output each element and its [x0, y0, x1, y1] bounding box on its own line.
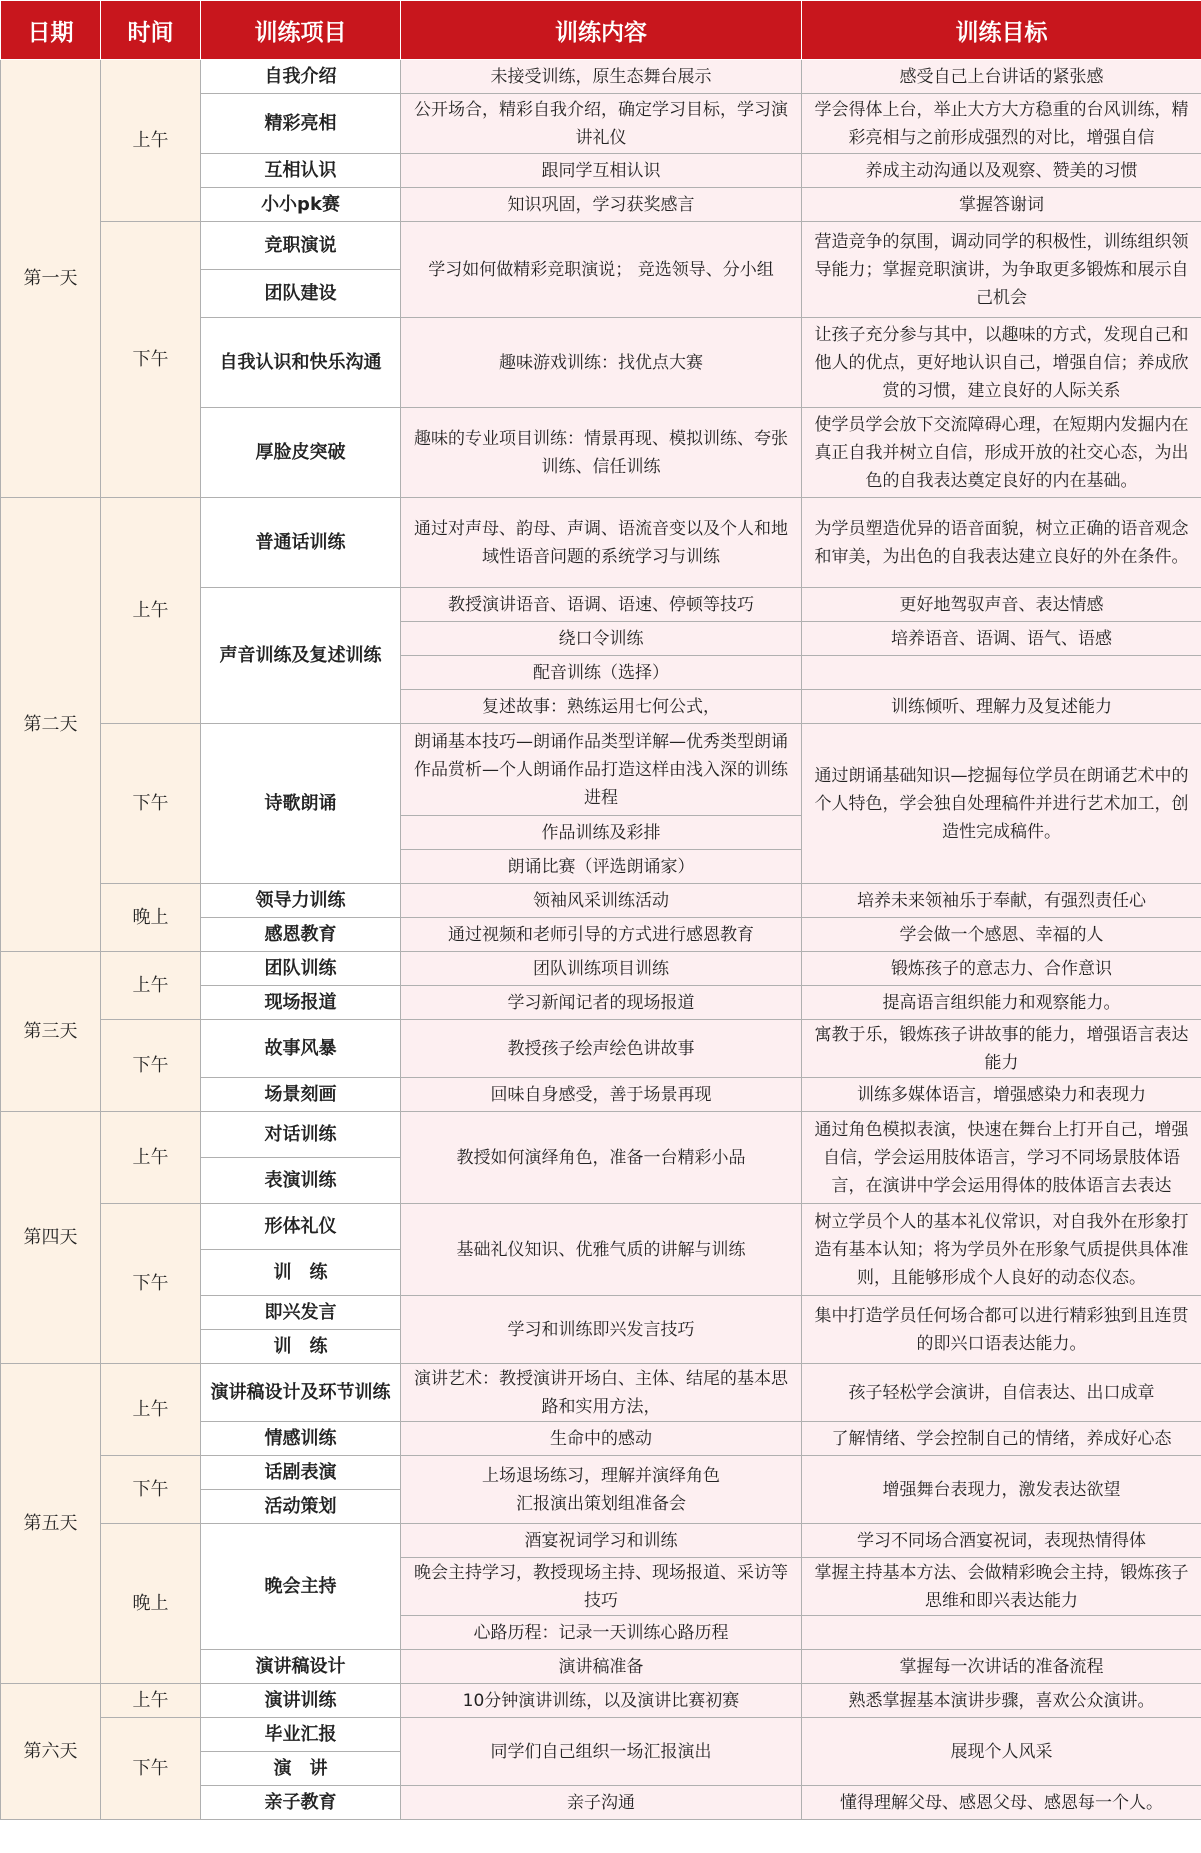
goal-cell: 养成主动沟通以及观察、赞美的习惯 [802, 154, 1201, 188]
time-cell: 上午 [101, 60, 201, 222]
goal-cell: 了解情绪、学会控制自己的情绪，养成好心态 [802, 1422, 1201, 1456]
table-row [1, 1718, 1201, 1752]
item-cell: 即兴发言 [201, 1296, 401, 1330]
item-cell: 声音训练及复述训练 [201, 588, 401, 724]
content-cell: 朗诵基本技巧—朗诵作品类型详解—优秀类型朗诵作品赏析—个人朗诵作品打造这样由浅入深的训练进程 [401, 724, 802, 816]
day-cell: 第五天 [1, 1364, 101, 1684]
goal-cell: 孩子轻松学会演讲，自信表达、出口成章 [802, 1364, 1201, 1422]
item-cell: 对话训练 [201, 1112, 401, 1158]
content-cell: 10分钟演讲训练，以及演讲比赛初赛 [401, 1684, 802, 1718]
goal-cell: 掌握每一次讲话的准备流程 [802, 1650, 1201, 1684]
content-cell: 回味自身感受，善于场景再现 [401, 1078, 802, 1112]
item-cell: 演讲训练 [201, 1684, 401, 1718]
goal-cell [802, 1616, 1201, 1650]
content-cell: 通过对声母、韵母、声调、语流音变以及个人和地域性语音问题的系统学习与训练 [401, 498, 802, 588]
goal-cell: 提高语言组织能力和观察能力。 [802, 986, 1201, 1020]
goal-cell: 通过角色模拟表演，快速在舞台上打开自己，增强自信，学会运用肢体语言，学习不同场景肢体语言，在演讲中学会运用得体的肢体语言去表达 [802, 1112, 1201, 1204]
content-cell: 领袖风采训练活动 [401, 884, 802, 918]
content-cell: 公开场合，精彩自我介绍，确定学习目标，学习演讲礼仪 [401, 94, 802, 154]
content-cell: 作品训练及彩排 [401, 816, 802, 850]
time-cell: 下午 [101, 1020, 201, 1112]
item-cell: 活动策划 [201, 1490, 401, 1524]
content-cell: 基础礼仪知识、优雅气质的讲解与训练 [401, 1204, 802, 1296]
content-cell: 通过视频和老师引导的方式进行感恩教育 [401, 918, 802, 952]
time-cell: 上午 [101, 1364, 201, 1456]
item-cell: 晚会主持 [201, 1524, 401, 1650]
content-cell: 未接受训练，原生态舞台展示 [401, 60, 802, 94]
goal-cell: 训练多媒体语言，增强感染力和表现力 [802, 1078, 1201, 1112]
header-item: 训练项目 [201, 1, 401, 60]
item-cell: 故事风暴 [201, 1020, 401, 1078]
item-cell: 现场报道 [201, 986, 401, 1020]
goal-cell: 熟悉掌握基本演讲步骤，喜欢公众演讲。 [802, 1684, 1201, 1718]
table-row [1, 60, 1201, 94]
table-row [1, 1456, 1201, 1490]
table-row [1, 1684, 1201, 1718]
content-cell: 趣味游戏训练：找优点大赛 [401, 318, 802, 408]
goal-cell: 懂得理解父母、感恩父母、感恩每一个人。 [802, 1786, 1201, 1820]
item-cell: 情感训练 [201, 1422, 401, 1456]
day-cell: 第三天 [1, 952, 101, 1112]
item-cell: 演讲稿设计及环节训练 [201, 1364, 401, 1422]
item-cell: 普通话训练 [201, 498, 401, 588]
item-cell: 形体礼仪 [201, 1204, 401, 1250]
day-cell: 第一天 [1, 60, 101, 498]
content-cell: 学习如何做精彩竞职演说； 竞选领导、分小组 [401, 222, 802, 318]
content-cell: 学习和训练即兴发言技巧 [401, 1296, 802, 1364]
content-cell: 同学们自己组织一场汇报演出 [401, 1718, 802, 1786]
table-row [1, 1524, 1201, 1558]
item-cell: 演 讲 [201, 1752, 401, 1786]
content-cell: 酒宴祝词学习和训练 [401, 1524, 802, 1558]
header-date: 日期 [1, 1, 101, 60]
content-cell: 晚会主持学习，教授现场主持、现场报道、采访等技巧 [401, 1558, 802, 1616]
content-cell: 跟同学互相认识 [401, 154, 802, 188]
item-cell: 自我认识和快乐沟通 [201, 318, 401, 408]
content-cell: 教授如何演绎角色，准备一台精彩小品 [401, 1112, 802, 1204]
item-cell: 领导力训练 [201, 884, 401, 918]
table-row [1, 1204, 1201, 1250]
time-cell: 晚上 [101, 1524, 201, 1684]
goal-cell [802, 656, 1201, 690]
goal-cell: 学会做一个感恩、幸福的人 [802, 918, 1201, 952]
item-cell: 毕业汇报 [201, 1718, 401, 1752]
goal-cell: 掌握答谢词 [802, 188, 1201, 222]
table-row [1, 1112, 1201, 1158]
item-cell: 话剧表演 [201, 1456, 401, 1490]
goal-cell: 培养语音、语调、语气、语感 [802, 622, 1201, 656]
time-cell: 下午 [101, 724, 201, 884]
item-cell: 亲子教育 [201, 1786, 401, 1820]
item-cell: 自我介绍 [201, 60, 401, 94]
time-cell: 上午 [101, 1112, 201, 1204]
header-row [1, 1, 1201, 60]
content-line: 上场退场练习，理解并演绎角色 [482, 1465, 720, 1486]
item-cell: 竞职演说 [201, 222, 401, 270]
goal-cell: 感受自己上台讲话的紧张感 [802, 60, 1201, 94]
goal-cell: 树立学员个人的基本礼仪常识，对自我外在形象打造有基本认知；将为学员外在形象气质提供具体准则，且能够形成个人良好的动态仪态。 [802, 1204, 1201, 1296]
table-row [1, 724, 1201, 816]
goal-cell: 锻炼孩子的意志力、合作意识 [802, 952, 1201, 986]
goal-cell: 学会得体上台，举止大方大方稳重的台风训练，精彩亮相与之前形成强烈的对比，增强自信 [802, 94, 1201, 154]
goal-cell: 展现个人风采 [802, 1718, 1201, 1786]
content-cell [401, 1456, 802, 1524]
content-cell: 演讲艺术：教授演讲开场白、主体、结尾的基本思路和实用方法， [401, 1364, 802, 1422]
table-row [1, 952, 1201, 986]
header-content: 训练内容 [401, 1, 802, 60]
table-row [1, 222, 1201, 270]
goal-cell: 增强舞台表现力，激发表达欲望 [802, 1456, 1201, 1524]
item-cell: 小小pk赛 [201, 188, 401, 222]
content-line: 汇报演出策划组准备会 [516, 1493, 686, 1514]
goal-cell: 训练倾听、理解力及复述能力 [802, 690, 1201, 724]
content-cell: 绕口令训练 [401, 622, 802, 656]
content-cell: 生命中的感动 [401, 1422, 802, 1456]
time-cell: 上午 [101, 1684, 201, 1718]
goal-cell: 使学员学会放下交流障碍心理，在短期内发掘内在真正自我并树立自信，形成开放的社交心态，为出色的自我表达奠定良好的内在基础。 [802, 408, 1201, 498]
table-row [1, 884, 1201, 918]
goal-cell: 营造竞争的氛围，调动同学的积极性，训练组织领导能力；掌握竞职演讲，为争取更多锻炼和展示自己机会 [802, 222, 1201, 318]
item-cell: 团队训练 [201, 952, 401, 986]
header-goal: 训练目标 [802, 1, 1201, 60]
content-cell: 配音训练（选择） [401, 656, 802, 690]
table-row [1, 498, 1201, 588]
goal-cell: 学习不同场合酒宴祝词，表现热情得体 [802, 1524, 1201, 1558]
day-cell: 第二天 [1, 498, 101, 952]
item-cell: 表演训练 [201, 1158, 401, 1204]
content-cell: 学习新闻记者的现场报道 [401, 986, 802, 1020]
item-cell: 厚脸皮突破 [201, 408, 401, 498]
content-cell: 教授孩子绘声绘色讲故事 [401, 1020, 802, 1078]
item-cell: 团队建设 [201, 270, 401, 318]
content-cell: 亲子沟通 [401, 1786, 802, 1820]
goal-cell: 更好地驾驭声音、表达情感 [802, 588, 1201, 622]
goal-cell: 寓教于乐，锻炼孩子讲故事的能力，增强语言表达能力 [802, 1020, 1201, 1078]
goal-cell: 培养未来领袖乐于奉献，有强烈责任心 [802, 884, 1201, 918]
item-cell: 互相认识 [201, 154, 401, 188]
item-cell: 场景刻画 [201, 1078, 401, 1112]
header-time: 时间 [101, 1, 201, 60]
content-cell: 朗诵比赛（评选朗诵家） [401, 850, 802, 884]
item-cell: 训 练 [201, 1250, 401, 1296]
content-cell: 心路历程：记录一天训练心路历程 [401, 1616, 802, 1650]
time-cell: 下午 [101, 222, 201, 498]
time-cell: 上午 [101, 498, 201, 724]
day-cell: 第四天 [1, 1112, 101, 1364]
content-cell: 教授演讲语音、语调、语速、停顿等技巧 [401, 588, 802, 622]
item-cell: 感恩教育 [201, 918, 401, 952]
goal-cell: 为学员塑造优异的语音面貌，树立正确的语音观念和审美，为出色的自我表达建立良好的外在条件。 [802, 498, 1201, 588]
time-cell: 下午 [101, 1204, 201, 1364]
table-row [1, 1020, 1201, 1078]
item-cell: 演讲稿设计 [201, 1650, 401, 1684]
content-cell: 演讲稿准备 [401, 1650, 802, 1684]
time-cell: 下午 [101, 1718, 201, 1820]
item-cell: 精彩亮相 [201, 94, 401, 154]
goal-cell: 让孩子充分参与其中，以趣味的方式，发现自己和他人的优点，更好地认识自己，增强自信；养成欣赏的习惯，建立良好的人际关系 [802, 318, 1201, 408]
content-cell: 趣味的专业项目训练：情景再现、模拟训练、夸张训练、信任训练 [401, 408, 802, 498]
goal-cell: 通过朗诵基础知识—挖掘每位学员在朗诵艺术中的个人特色，学会独自处理稿件并进行艺术加工，创造性完成稿件。 [802, 724, 1201, 884]
goal-cell: 掌握主持基本方法、会做精彩晚会主持，锻炼孩子思维和即兴表达能力 [802, 1558, 1201, 1616]
content-cell: 团队训练项目训练 [401, 952, 802, 986]
item-cell: 训 练 [201, 1330, 401, 1364]
content-cell: 知识巩固，学习获奖感言 [401, 188, 802, 222]
table-row [1, 1364, 1201, 1422]
content-cell: 复述故事：熟练运用七何公式， [401, 690, 802, 724]
item-cell: 诗歌朗诵 [201, 724, 401, 884]
time-cell: 上午 [101, 952, 201, 1020]
time-cell: 晚上 [101, 884, 201, 952]
goal-cell: 集中打造学员任何场合都可以进行精彩独到且连贯的即兴口语表达能力。 [802, 1296, 1201, 1364]
time-cell: 下午 [101, 1456, 201, 1524]
day-cell: 第六天 [1, 1684, 101, 1820]
